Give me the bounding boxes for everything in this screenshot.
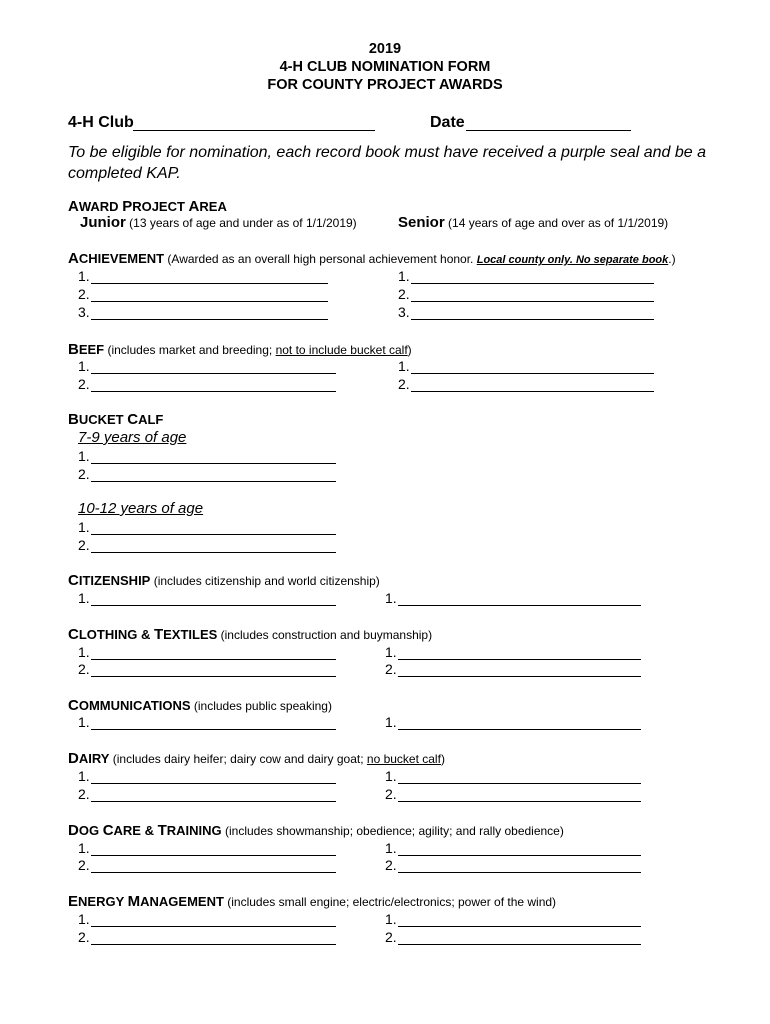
communications-junior-1[interactable]: 1.	[78, 714, 90, 731]
achievement-heading: ACHIEVEMENT (Awarded as an overall high personal achievement honor. Local county only. No separate book.)	[68, 250, 676, 267]
award-project-area-heading: AWARD PROJECT AREA	[68, 198, 227, 215]
club-label: 4-H Club	[68, 114, 134, 131]
communications-heading: COMMUNICATIONS (includes public speaking)	[68, 697, 332, 714]
date-field[interactable]	[466, 130, 631, 131]
citizenship-senior-1[interactable]: 1.	[385, 590, 397, 607]
energy-junior-1[interactable]: 1.	[78, 911, 90, 928]
dairy-junior-1[interactable]: 1.	[78, 768, 90, 785]
energy-management-heading: ENERGY MANAGEMENT (includes small engine; electric/electronics; power of the wind)	[68, 893, 557, 910]
dog-care-training-heading: DOG CARE & TRAINING (includes showmanship; obedience; agility; and rally obedience)	[68, 822, 564, 839]
energy-senior-2[interactable]: 2.	[385, 929, 397, 946]
club-field[interactable]	[133, 130, 375, 131]
energy-junior-2[interactable]: 2.	[78, 929, 90, 946]
achievement-senior-1[interactable]: 1.	[398, 268, 410, 285]
form-title-line2: FOR COUNTY PROJECT AWARDS	[267, 77, 503, 93]
dairy-senior-2[interactable]: 2.	[385, 786, 397, 803]
achievement-junior-3[interactable]: 3.	[78, 304, 90, 321]
junior-division: Junior (13 years of age and under as of 1/1/2019)	[80, 214, 357, 231]
beef-junior-1[interactable]: 1.	[78, 358, 90, 375]
communications-senior-1[interactable]: 1.	[385, 714, 397, 731]
clothing-textiles-heading: CLOTHING & TEXTILES (includes construction and buymanship)	[68, 626, 433, 643]
citizenship-heading: CITIZENSHIP (includes citizenship and world citizenship)	[68, 572, 380, 589]
beef-heading: BEEF (includes market and breeding; not to include bucket calf)	[68, 341, 412, 358]
senior-division: Senior (14 years of age and over as of 1/1/2019)	[398, 214, 669, 231]
dog-care-junior-2[interactable]: 2.	[78, 857, 90, 874]
clothing-junior-1[interactable]: 1.	[78, 644, 90, 661]
bucket-calf-10-12-1[interactable]: 1.	[78, 519, 90, 536]
bucket-calf-7-9-1[interactable]: 1.	[78, 448, 90, 465]
achievement-junior-2[interactable]: 2.	[78, 286, 90, 303]
beef-junior-2[interactable]: 2.	[78, 376, 90, 393]
beef-senior-2[interactable]: 2.	[398, 376, 410, 393]
beef-senior-1[interactable]: 1.	[398, 358, 410, 375]
citizenship-junior-1[interactable]: 1.	[78, 590, 90, 607]
clothing-senior-2[interactable]: 2.	[385, 661, 397, 678]
dog-care-senior-1[interactable]: 1.	[385, 840, 397, 857]
dog-care-senior-2[interactable]: 2.	[385, 857, 397, 874]
form-year: 2019	[368, 41, 402, 57]
clothing-senior-1[interactable]: 1.	[385, 644, 397, 661]
age-group-10-12: 10-12 years of age	[78, 500, 204, 517]
achievement-senior-3[interactable]: 3.	[398, 304, 410, 321]
bucket-calf-heading: BUCKET CALF	[68, 411, 164, 428]
age-group-7-9: 7-9 years of age	[78, 429, 187, 446]
form-title-line1: 4-H CLUB NOMINATION FORM	[279, 59, 491, 75]
achievement-junior-1[interactable]: 1.	[78, 268, 90, 285]
bucket-calf-10-12-2[interactable]: 2.	[78, 537, 90, 554]
dairy-senior-1[interactable]: 1.	[385, 768, 397, 785]
eligibility-instruction: To be eligible for nomination, each record book must have received a purple seal and be a completed KAP.	[68, 144, 707, 182]
dog-care-junior-1[interactable]: 1.	[78, 840, 90, 857]
bucket-calf-7-9-2[interactable]: 2.	[78, 466, 90, 483]
clothing-junior-2[interactable]: 2.	[78, 661, 90, 678]
achievement-senior-2[interactable]: 2.	[398, 286, 410, 303]
dairy-heading: DAIRY (includes dairy heifer; dairy cow and dairy goat; no bucket calf)	[68, 750, 445, 767]
dairy-junior-2[interactable]: 2.	[78, 786, 90, 803]
energy-senior-1[interactable]: 1.	[385, 911, 397, 928]
date-label: Date	[430, 114, 465, 131]
